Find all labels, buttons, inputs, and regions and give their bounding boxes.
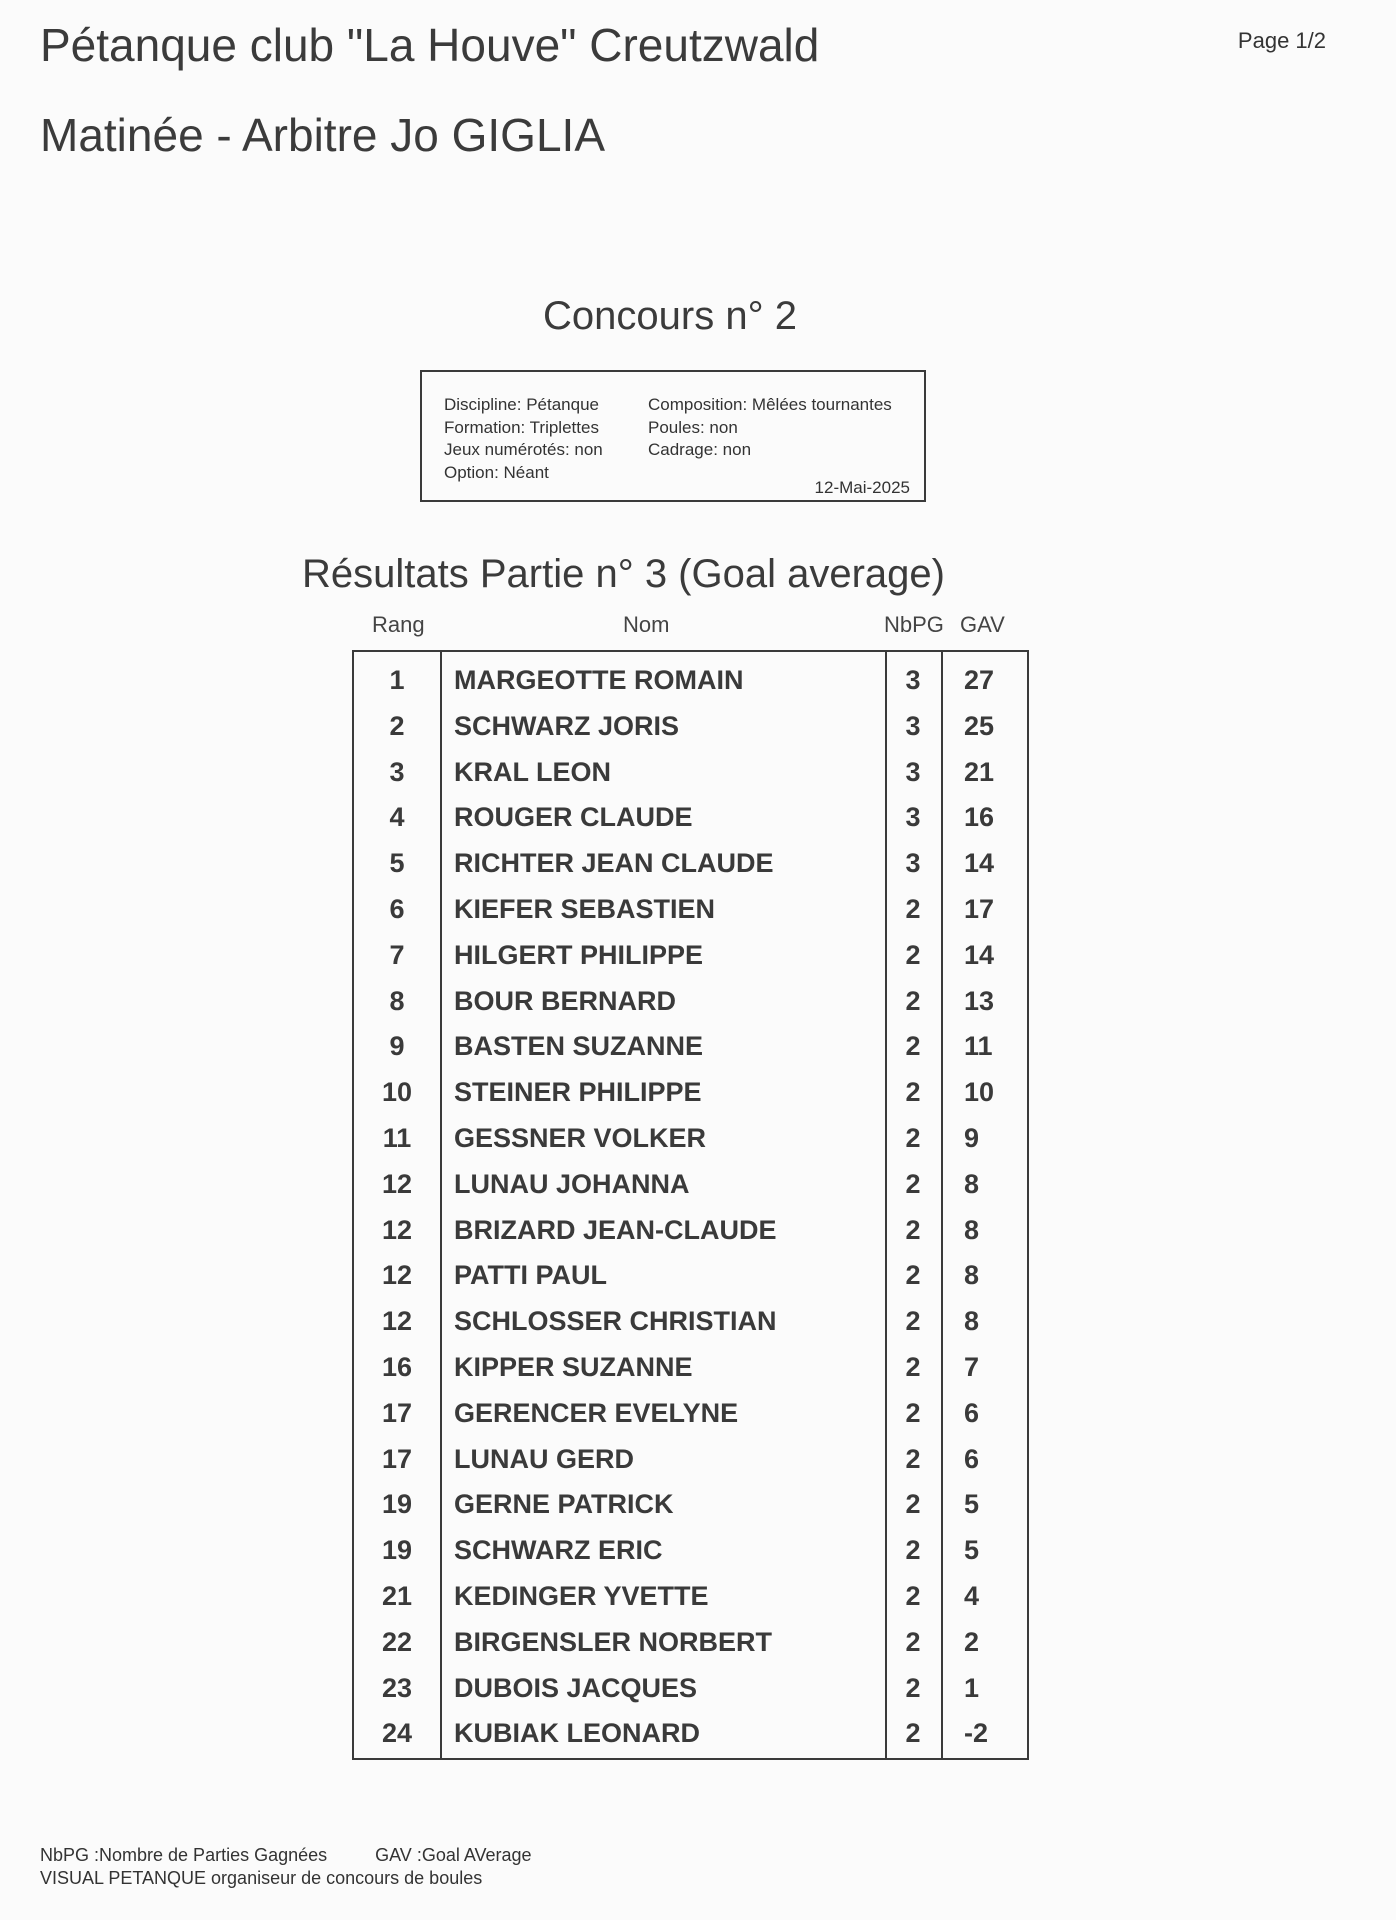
cell-gav: 9 (964, 1123, 980, 1153)
cell-gav: 14 (964, 939, 995, 970)
cell-gav: 8 (964, 1306, 980, 1337)
cell-nbpg: 2 (905, 1581, 921, 1611)
table-row (354, 1162, 1027, 1208)
cell-gav: 25 (964, 710, 995, 741)
cell-nom: GERENCER EVELYNE (454, 1397, 739, 1428)
cell-nbpg: 2 (905, 894, 921, 924)
cell-nom: PATTI PAUL (454, 1260, 607, 1291)
cell-nom: GERNE PATRICK (454, 1489, 674, 1520)
cell-nom: MARGEOTTE ROMAIN (454, 665, 744, 695)
cell-gav: 10 (964, 1077, 995, 1108)
cell-nbpg: 3 (905, 665, 921, 695)
table-row (354, 1620, 1027, 1666)
concours-title: Concours n° 2 (543, 294, 797, 338)
column-header-nom: Nom (623, 612, 670, 637)
cell-nbpg: 2 (905, 1306, 921, 1337)
cell-rang: 12 (381, 1306, 413, 1337)
cell-rang: 5 (389, 848, 405, 879)
cell-rang: 24 (381, 1718, 413, 1749)
cell-nbpg: 2 (905, 985, 921, 1016)
cell-nbpg: 2 (905, 1031, 921, 1062)
cell-gav: 8 (964, 1260, 980, 1291)
cell-gav: 11 (964, 1031, 993, 1062)
table-row (354, 1666, 1027, 1712)
table-row (354, 1253, 1027, 1299)
footer-nbpg-legend: NbPG :Nombre de Parties Gagnées (40, 1845, 328, 1865)
club-title: Pétanque club "La Houve" Creutzwald (40, 19, 820, 71)
table-row (354, 1208, 1027, 1254)
column-header-gav: GAV (960, 612, 1005, 637)
cell-gav: 27 (964, 665, 995, 695)
info-box (420, 370, 926, 502)
cell-nbpg: 2 (905, 939, 921, 970)
cell-gav: 5 (964, 1535, 980, 1566)
table-row (354, 1345, 1027, 1391)
cell-gav: 8 (964, 1168, 980, 1199)
info-poules: Poules: non (648, 417, 738, 437)
cell-nbpg: 2 (905, 1260, 921, 1291)
cell-nom: BOUR BERNARD (454, 985, 676, 1016)
cell-rang: 4 (389, 802, 405, 833)
table-row (354, 1116, 1027, 1162)
cell-nom: KEDINGER YVETTE (454, 1581, 709, 1611)
info-jeux-numerotes: Jeux numérotés: non (444, 440, 603, 459)
cell-gav: 6 (964, 1443, 980, 1474)
cell-nbpg: 2 (905, 1535, 921, 1566)
cell-rang: 9 (389, 1031, 405, 1062)
info-option: Option: Néant (444, 462, 549, 482)
table-row (354, 1574, 1027, 1620)
cell-rang: 3 (389, 756, 405, 787)
cell-nom: SCHLOSSER CHRISTIAN (454, 1306, 777, 1337)
cell-gav: 8 (964, 1214, 980, 1245)
cell-gav: 1 (964, 1672, 980, 1703)
table-row (354, 658, 1027, 704)
cell-gav: 14 (964, 848, 995, 879)
table-row (354, 1391, 1027, 1437)
column-header-nbpg: NbPG (884, 612, 944, 637)
cell-nom: STEINER PHILIPPE (454, 1077, 702, 1108)
cell-nom: BRIZARD JEAN-CLAUDE (454, 1214, 777, 1245)
info-date: 12-Mai-2025 (814, 478, 910, 497)
cell-rang: 10 (381, 1077, 413, 1108)
cell-nbpg: 3 (905, 848, 921, 879)
cell-nbpg: 2 (905, 1672, 921, 1703)
session-subtitle: Matinée - Arbitre Jo GIGLIA (40, 109, 606, 161)
cell-rang: 22 (381, 1626, 413, 1657)
cell-nbpg: 2 (905, 1123, 921, 1153)
cell-nom: ROUGER CLAUDE (454, 802, 693, 833)
column-header-rang: Rang (372, 612, 425, 637)
cell-gav: 13 (964, 985, 995, 1016)
cell-gav: 21 (964, 756, 995, 787)
cell-nom: KRAL LEON (454, 756, 612, 787)
cell-nbpg: 2 (905, 1214, 921, 1245)
info-cadrage: Cadrage: non (648, 440, 752, 459)
cell-nbpg: 2 (905, 1443, 921, 1474)
table-row (354, 1711, 1027, 1757)
cell-gav: 2 (964, 1626, 980, 1657)
cell-rang: 12 (381, 1260, 413, 1291)
cell-nom: BASTEN SUZANNE (454, 1031, 704, 1062)
table-row (354, 933, 1027, 979)
cell-nom: KIPPER SUZANNE (454, 1352, 693, 1382)
cell-nom: SCHWARZ JORIS (454, 710, 680, 741)
cell-nbpg: 2 (905, 1168, 921, 1199)
cell-nbpg: 3 (905, 710, 921, 741)
info-composition: Composition: Mêlées tournantes (648, 395, 892, 414)
table-row (354, 1299, 1027, 1345)
cell-nbpg: 2 (905, 1352, 921, 1382)
cell-rang: 8 (389, 985, 405, 1016)
cell-nom: KIEFER SEBASTIEN (454, 894, 716, 924)
table-row (354, 704, 1027, 750)
table-row (354, 750, 1027, 796)
cell-nbpg: 2 (905, 1626, 921, 1657)
cell-rang: 23 (381, 1672, 413, 1703)
cell-nom: DUBOIS JACQUES (454, 1672, 698, 1703)
cell-nbpg: 2 (905, 1489, 921, 1520)
table-row (354, 1024, 1027, 1070)
cell-rang: 19 (381, 1535, 413, 1566)
table-row (354, 979, 1027, 1025)
cell-gav: -2 (964, 1718, 989, 1749)
cell-rang: 12 (381, 1168, 413, 1199)
cell-nbpg: 2 (905, 1397, 921, 1428)
cell-nom: LUNAU GERD (454, 1443, 634, 1474)
info-discipline: Discipline: Pétanque (444, 395, 599, 414)
footer-gav-legend: GAV :Goal AVerage (375, 1845, 532, 1865)
results-table (352, 650, 1029, 1760)
cell-rang: 21 (381, 1581, 413, 1611)
cell-nom: KUBIAK LEONARD (454, 1718, 700, 1749)
cell-rang: 16 (381, 1352, 413, 1382)
cell-nom: BIRGENSLER NORBERT (454, 1626, 773, 1657)
cell-nom: LUNAU JOHANNA (454, 1168, 690, 1199)
cell-nom: SCHWARZ ERIC (454, 1535, 663, 1566)
info-formation: Formation: Triplettes (444, 417, 599, 437)
table-row (354, 887, 1027, 933)
cell-rang: 19 (381, 1489, 413, 1520)
cell-rang: 2 (389, 710, 405, 741)
table-row (354, 795, 1027, 841)
cell-nbpg: 3 (905, 756, 921, 787)
cell-rang: 6 (389, 894, 405, 924)
cell-gav: 17 (964, 894, 995, 924)
cell-nom: RICHTER JEAN CLAUDE (454, 848, 774, 879)
cell-nom: GESSNER VOLKER (454, 1123, 707, 1153)
cell-rang: 12 (381, 1214, 413, 1245)
footer-legend (40, 1844, 532, 1867)
cell-nom: HILGERT PHILIPPE (454, 939, 704, 970)
footer (40, 1844, 532, 1890)
cell-nbpg: 2 (905, 1718, 921, 1749)
cell-rang: 11 (382, 1123, 412, 1153)
table-row (354, 841, 1027, 887)
page-number: Page 1/2 (1237, 28, 1326, 53)
info-left-column (444, 394, 603, 484)
table-row (354, 1070, 1027, 1116)
cell-rang: 7 (389, 939, 405, 970)
cell-nbpg: 2 (905, 1077, 921, 1108)
footer-credit: VISUAL PETANQUE organiseur de concours de boules (40, 1868, 483, 1888)
cell-gav: 6 (964, 1397, 980, 1428)
cell-rang: 1 (389, 665, 405, 695)
cell-nbpg: 3 (905, 802, 921, 833)
cell-gav: 16 (964, 802, 995, 833)
cell-rang: 17 (381, 1397, 413, 1428)
cell-rang: 17 (381, 1443, 413, 1474)
cell-gav: 5 (964, 1489, 980, 1520)
cell-gav: 4 (964, 1581, 980, 1611)
table-row (354, 1437, 1027, 1483)
cell-gav: 7 (964, 1352, 980, 1382)
table-row (354, 1482, 1027, 1528)
table-row (354, 1528, 1027, 1574)
results-title: Résultats Partie n° 3 (Goal average) (302, 552, 945, 596)
info-right-column (648, 394, 892, 462)
